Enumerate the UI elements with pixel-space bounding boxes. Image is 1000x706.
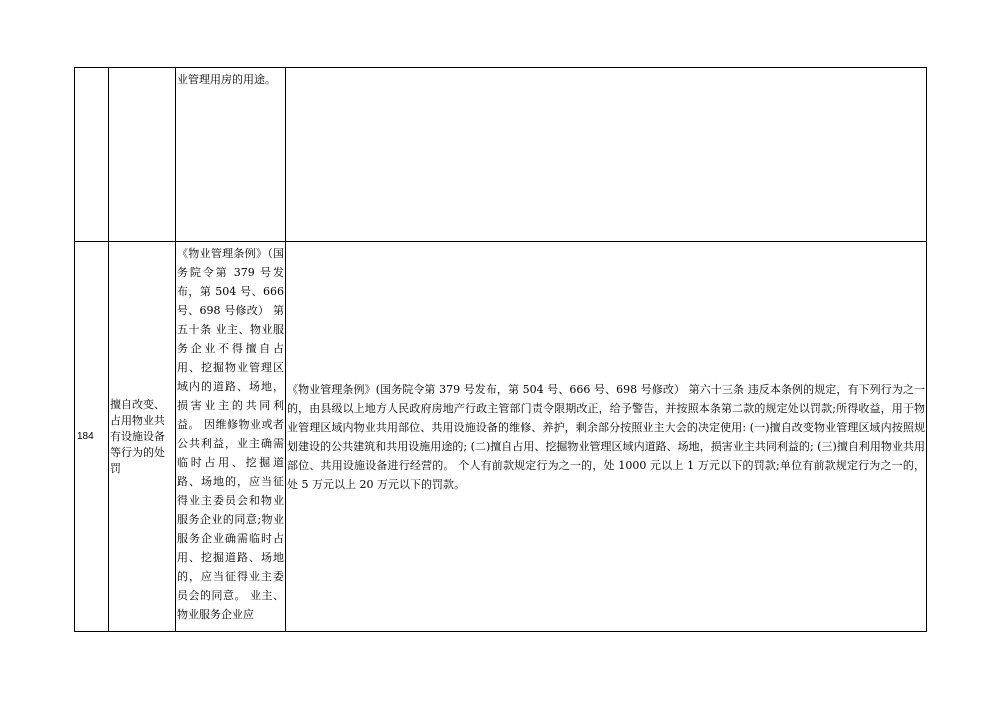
table-row <box>75 242 927 632</box>
penalty-table <box>74 67 927 632</box>
item-name-cell <box>109 68 176 242</box>
item-name-cell: 擅自改变、占用物业共有设施设备等行为的处罚 <box>109 242 176 632</box>
table-row <box>75 68 927 242</box>
penalty-clause-cell: 《物业管理条例》(国务院令第 379 号发布，第 504 号、666 号、698 号修改） 第六十三条 违反本条例的规定，有下列行为之一的，由县级以上地方人民政府房地产行政主管部门责令限期改正，给予警告，并按照本条第二款的规定处以罚款;所得收益，用于物业管理区域内物业共用部位、共用设施设备的维修、养护，剩余部分按照业主大会的决定使用: (一)擅自改变物业管理区域内按照规划建设的公共建筑和共用设施用途的; (二)擅自占用、挖掘物业管理区域内道路、场地，损害业主共同利益的; (三)擅自利用物业共用部位、共用设施设备进行经营的。 个人有前款规定行为之一的，处 1000 元以上 1 万元以下的罚款;单位有前款规定行为之一的，处 5 万元以上 20 万元以下的罚款。 <box>286 242 927 632</box>
legal-basis-cell: 业管理用房的用途。 <box>176 68 286 242</box>
legal-basis-cell: 《物业管理条例》（国务院令第 379 号发布，第 504 号、666 号、698 号修改） 第五十条 业主、物业服务企业不得擅自占用、挖掘物业管理区域内的道路、场地，损害业主的共同利益。 因维修物业或者公共利益，业主确需临时占用、挖掘道路、场地的，应当征得业主委员会和物业服务企业的同意;物业服务企业确需临时占用、挖掘道路、场地的，应当征得业主委员会的同意。 业主、物业服务企业应 <box>176 242 286 632</box>
item-number-cell: 184 <box>75 242 109 632</box>
penalty-clause-cell <box>286 68 927 242</box>
item-number-cell <box>75 68 109 242</box>
